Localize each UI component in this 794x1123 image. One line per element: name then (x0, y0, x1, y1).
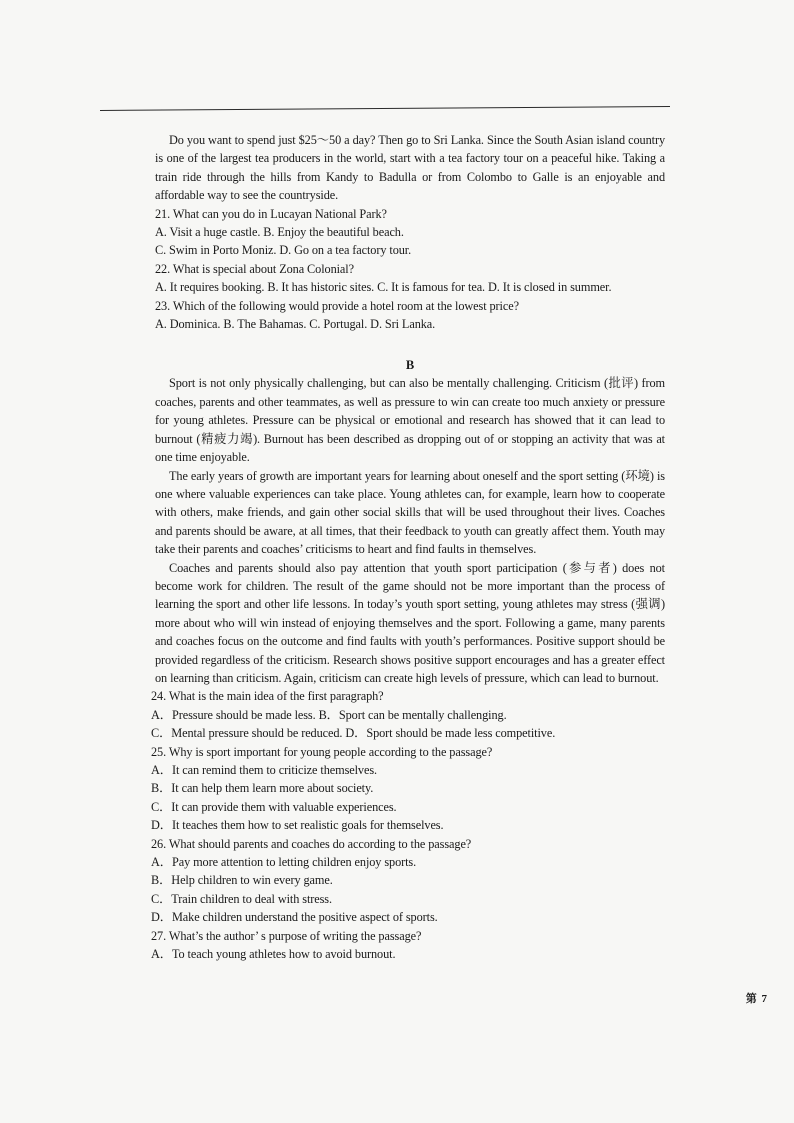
option-line: C. Swim in Porto Moniz. D. Go on a tea factory tour. (155, 243, 412, 258)
option-line: C．Train children to deal with stress. (151, 891, 332, 906)
section-gap (155, 333, 665, 349)
question-stem: 26. What should parents and coaches do according to the passage? (151, 836, 472, 851)
passage-b-paragraph-3: Coaches and parents should also pay attention that youth sport participation (参与者) does not become work for children. The result of the game should not be more important than the process of learning the sport and other life lessons. In today’s youth sport setting, young athletes may stress (强调) more about who will win instead of enjoying themselves and the sport. Following a game, many parents and coaches focus on the outcome and find faults with youth’s performances. Positive support should be provided regardless of the criticism. Research shows positive support encourages and has a greater effect on learning than criticism. Again, criticism can create high levels of pressure, which can lead to burnout. (155, 560, 665, 685)
option-line: A. Visit a huge castle. B. Enjoy the beautiful beach. (155, 225, 404, 240)
passage-a-paragraph: Do you want to spend just $25～50 a day? Then go to Sri Lanka. Since the South Asian island country is one of the largest tea producers in the world, start with a tea factory tour on a peaceful hike. Taking a train ride through the hills from Kandy to Badulla or from Colombo to Galle is an enjoyable and affordable way to see the countryside. (155, 133, 665, 203)
question-25 (151, 743, 665, 835)
option-line: B．It can help them learn more about society. (151, 781, 374, 796)
questions-b (151, 687, 665, 963)
option-line: D．Make children understand the positive aspect of sports. (151, 910, 438, 925)
option-line: C．Mental pressure should be reduced. D．Sport should be made less competitive. (151, 726, 556, 741)
question-24 (151, 687, 665, 742)
passage-b-paragraph-1: Sport is not only physically challenging, but can also be mentally challenging. Criticism (批评) from coaches, parents and other teammates, as well as pressure to win can create too much anxiety or pressure for young athletes. Pressure can be physical or emotional and research has showed that it can lead to burnout (精疲力竭). Burnout has been described as dropping out of or stopping an activity that was at one time enjoyable. (155, 376, 665, 465)
question-stem: 25. Why is sport important for young people according to the passage? (151, 744, 493, 759)
question-stem: 24. What is the main idea of the first paragraph? (151, 689, 384, 704)
option-line: A．It can remind them to criticize themselves. (151, 763, 377, 777)
option-line: A. It requires booking. B. It has historic sites. C. It is famous for tea. D. It is closed in summer. (155, 280, 612, 295)
question-23 (155, 297, 665, 334)
option-line: B．Help children to win every game. (151, 873, 333, 888)
question-21 (155, 205, 665, 260)
option-line: A．Pay more attention to letting children enjoy sports. (151, 855, 417, 870)
question-stem: 23. Which of the following would provide a hotel room at the lowest price? (155, 298, 519, 313)
question-26 (151, 835, 665, 927)
passage-b-paragraph-2: The early years of growth are important years for learning about oneself and the sport setting (环境) is one where valuable experiences can take place. Young athletes can, for example, learn how to cooperate with others, make friends, and gain other social skills that will be used throughout their lives. Coaches and parents should be aware, at all times, that their feedback to youth can greatly affect them. Youth may take their parents and coaches’ criticisms to heart and find faults in themselves. (155, 468, 665, 557)
section-b-heading: B (405, 358, 415, 373)
page-number-label: 第 7 (745, 993, 768, 1005)
option-line: C．It can provide them with valuable experiences. (151, 799, 397, 814)
question-27 (151, 927, 665, 964)
question-22 (155, 260, 665, 297)
question-stem: 21. What can you do in Lucayan National Park? (155, 206, 387, 221)
question-stem: 22. What is special about Zona Colonial? (155, 261, 354, 276)
option-line: A. Dominica. B. The Bahamas. C. Portugal. D. Sri Lanka. (155, 317, 436, 332)
option-line: A．To teach young athletes how to avoid burnout. (151, 947, 396, 962)
question-stem: 27. What’s the author’ s purpose of writing the passage? (151, 928, 422, 943)
header-rule (100, 106, 670, 111)
option-line: D．It teaches them how to set realistic goals for themselves. (151, 818, 444, 833)
page-content (151, 131, 665, 963)
option-line: A．Pressure should be made less. B．Sport can be mentally challenging. (151, 707, 507, 722)
